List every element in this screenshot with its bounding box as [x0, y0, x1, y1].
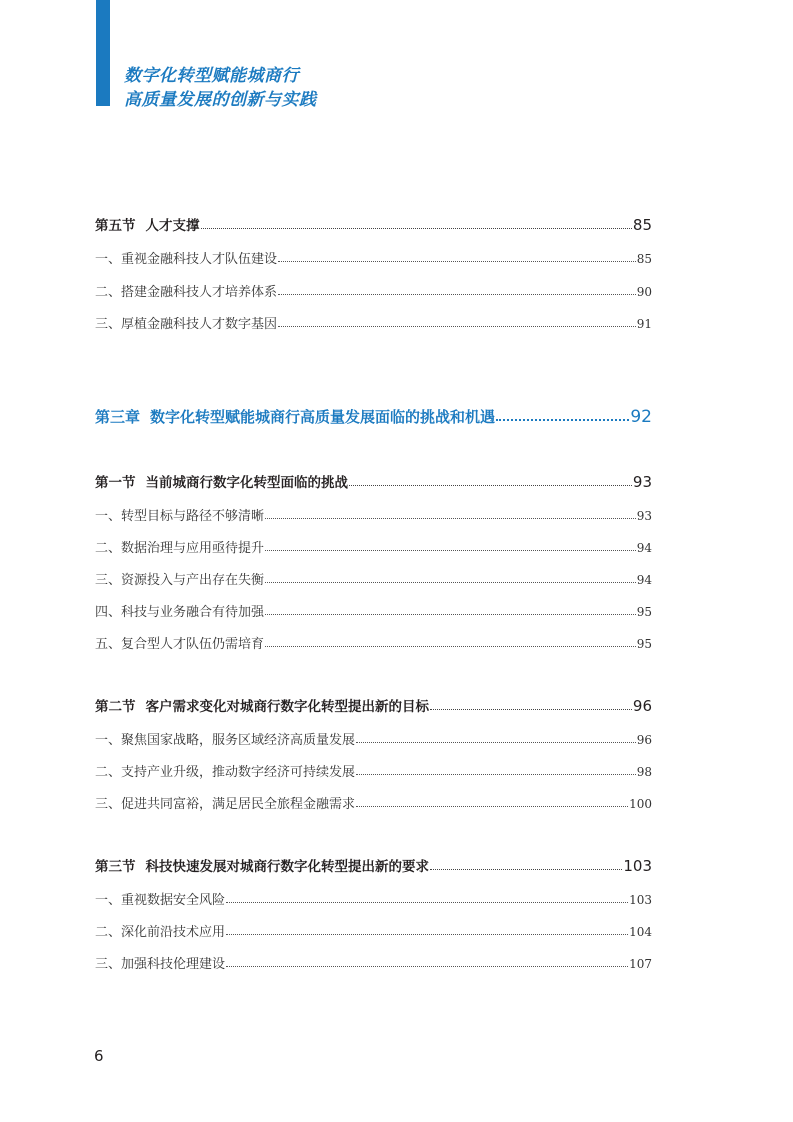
- chapter-title: 数字化转型赋能城商行高质量发展面临的挑战和机遇: [150, 408, 496, 426]
- section-number: 第一节: [95, 475, 136, 491]
- toc-item[interactable]: [95, 793, 652, 812]
- page-ref: 94: [636, 541, 652, 555]
- leader-dots: [265, 581, 636, 583]
- book-title-line-2: 高质量发展的创新与实践: [124, 90, 317, 110]
- leader-dots: [496, 418, 629, 421]
- page-ref: 96: [636, 733, 652, 747]
- item-title: 四、科技与业务融合有待加强: [95, 605, 265, 620]
- leader-dots: [349, 484, 632, 486]
- leader-dots: [278, 260, 636, 262]
- page-ref: 103: [623, 857, 652, 875]
- item-title: 一、聚焦国家战略，服务区域经济高质量发展: [95, 733, 356, 748]
- leader-dots: [226, 933, 628, 935]
- toc-item[interactable]: [95, 761, 652, 780]
- leader-dots: [278, 293, 636, 295]
- section-number: 第二节: [95, 699, 136, 715]
- toc-item[interactable]: [95, 889, 652, 908]
- toc-item[interactable]: [95, 313, 652, 332]
- toc-section-3[interactable]: [95, 855, 652, 875]
- item-title: 一、重视金融科技人才队伍建设: [95, 252, 278, 267]
- leader-dots: [265, 517, 636, 519]
- page-ref: 85: [632, 216, 652, 234]
- toc-item[interactable]: [95, 601, 652, 620]
- leader-dots: [356, 773, 636, 775]
- page-ref: 98: [636, 765, 652, 779]
- page-ref: 91: [636, 317, 652, 331]
- section-title: 客户需求变化对城商行数字化转型提出新的目标: [145, 699, 429, 715]
- leader-dots: [278, 325, 636, 327]
- item-title: 三、促进共同富裕，满足居民全旅程金融需求: [95, 797, 356, 812]
- leader-dots: [226, 901, 628, 903]
- leader-dots: [265, 549, 636, 551]
- toc-chapter-3[interactable]: [95, 406, 652, 427]
- item-title: 二、支持产业升级，推动数字经济可持续发展: [95, 765, 356, 780]
- toc-item[interactable]: [95, 633, 652, 652]
- page-number: 6: [94, 1047, 104, 1065]
- leader-dots: [356, 741, 636, 743]
- section-title: 当前城商行数字化转型面临的挑战: [145, 475, 348, 491]
- page-ref: 103: [629, 893, 652, 907]
- item-title: 五、复合型人才队伍仍需培育: [95, 637, 265, 652]
- section-number: 第五节: [95, 218, 136, 234]
- page-ref: 93: [632, 473, 652, 491]
- chapter-number: 第三章: [95, 408, 141, 426]
- section-title: 科技快速发展对城商行数字化转型提出新的要求: [145, 859, 429, 875]
- page-ref: 100: [629, 797, 652, 811]
- page-ref: 96: [632, 697, 652, 715]
- leader-dots: [265, 645, 636, 647]
- leader-dots: [430, 708, 632, 710]
- toc-item[interactable]: [95, 281, 652, 300]
- item-title: 三、资源投入与产出存在失衡: [95, 573, 265, 588]
- page-ref: 95: [636, 605, 652, 619]
- section-number: 第三节: [95, 859, 136, 875]
- leader-dots: [430, 868, 622, 870]
- page-ref: 85: [636, 252, 652, 266]
- toc-item[interactable]: [95, 569, 652, 588]
- toc-item[interactable]: [95, 729, 652, 748]
- page-ref: 95: [636, 637, 652, 651]
- toc-item[interactable]: [95, 248, 652, 267]
- item-title: 一、转型目标与路径不够清晰: [95, 509, 265, 524]
- toc-section-5[interactable]: [95, 214, 652, 234]
- item-title: 二、数据治理与应用亟待提升: [95, 541, 265, 556]
- item-title: 二、深化前沿技术应用: [95, 925, 226, 940]
- page-ref: 92: [630, 407, 652, 427]
- leader-dots: [201, 227, 632, 229]
- header-accent-bar: [96, 0, 110, 106]
- page-ref: 104: [629, 925, 652, 939]
- page-ref: 90: [636, 285, 652, 299]
- leader-dots: [265, 613, 636, 615]
- page-ref: 94: [636, 573, 652, 587]
- section-title: 人才支撑: [145, 218, 200, 234]
- item-title: 一、重视数据安全风险: [95, 893, 226, 908]
- toc-section-1[interactable]: [95, 471, 652, 491]
- page-ref: 93: [636, 509, 652, 523]
- page-ref: 107: [629, 957, 652, 971]
- item-title: 三、厚植金融科技人才数字基因: [95, 317, 278, 332]
- toc-item[interactable]: [95, 953, 652, 972]
- toc-item[interactable]: [95, 921, 652, 940]
- toc-item[interactable]: [95, 537, 652, 556]
- book-title: [124, 64, 317, 112]
- item-title: 二、搭建金融科技人才培养体系: [95, 285, 278, 300]
- leader-dots: [356, 805, 628, 807]
- book-title-line-1: 数字化转型赋能城商行: [124, 66, 299, 86]
- item-title: 三、加强科技伦理建设: [95, 957, 226, 972]
- toc-item[interactable]: [95, 505, 652, 524]
- toc-section-2[interactable]: [95, 695, 652, 715]
- leader-dots: [226, 965, 628, 967]
